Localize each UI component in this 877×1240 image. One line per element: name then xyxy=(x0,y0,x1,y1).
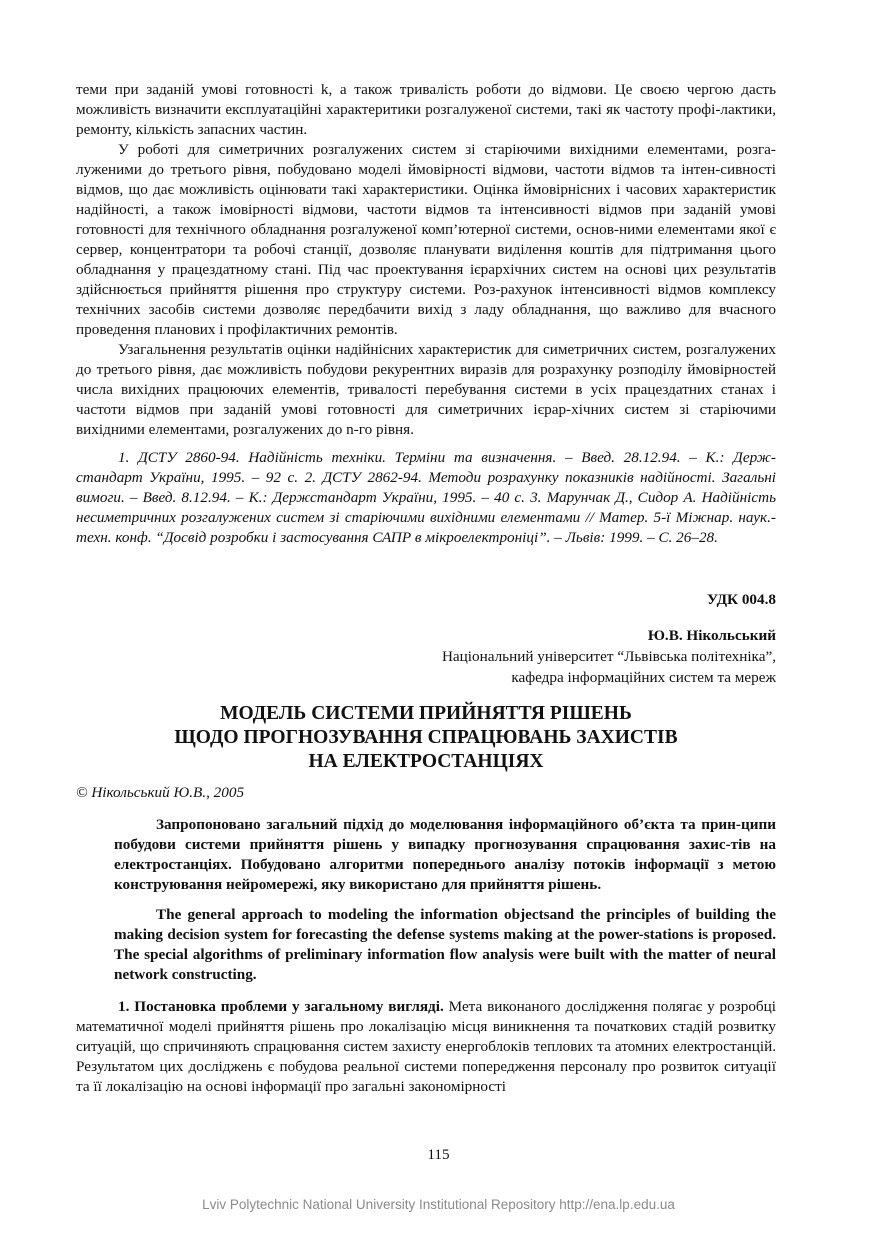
body-paragraph-2: У роботі для симетричних розгалужених систем зі старіючими вихідними елементами, розга-луженими до третього рівня, побудовано моделі ймовірності відмови, частоти відмов та інтен-сивності відмов, що дає можливість оцінювати такі характеристики. Оцінка ймовірнісних і часових характеристик надійності, а також імовірності відмови, частоти відмов та інтенсивності відмов при заданій умові готовності для технічного обладнання розгалуженої комп’ютерної системи, основ-ними елементами якої є сервер, концентратори та робочі станції, дозволяє планувати виділення коштів для підтримання цього обладнання у працездатному стані. Під час проектування ієрархічних систем на основі цих результатів здійснюється прийняття рішення про структуру системи. Роз-рахунок інтенсивності відмов комплексу технічних засобів системи дозволяє передбачити вихід з ладу обладнання, що важливо для вчасного проведення планових і профілактичних ремонтів. xyxy=(76,141,776,338)
references: 1. ДСТУ 2860-94. Надійність техніки. Терміни та визначення. – Введ. 28.12.94. – К.: Держ-стандарт України, 1995. – 92 с. 2. ДСТУ 2862-94. Методи розрахунку показників надійності. Загальні вимоги. – Введ. 8.12.94. – К.: Держстандарт України, 1995. – 40 с. 3. Марунчак Д., Сидор А. Надійність несиметричних розгалужених систем зі старіючими вихідними елементами // Матер. 5-ї Міжнар. наук.-техн. конф. “Досвід розробки і застосування САПР в мікроелектроніці”. – Львів: 1999. – С. 26–28. xyxy=(76,449,776,546)
udk-code: УДК 004.8 xyxy=(706,591,776,608)
section-heading: 1. Постановка проблеми у загальному вигляді. xyxy=(118,998,444,1015)
affiliation-university: Національний університет “Львівська політехніка”, xyxy=(441,648,776,665)
title-line-3: НА ЕЛЕКТРОСТАНЦІЯХ xyxy=(308,751,544,772)
body-paragraph-3: Узагальнення результатів оцінки надійнісних характеристик для симетричних систем, розгалужених до третього рівня, дає можливість побудови рекурентних виразів для розрахунку розподілу ймовірностей числа вихідних працюючих елементів, тривалості перебування системи в усіх працездатних станах і частоти відмов при заданій умові готовності для симетричних ієрар-хічних систем зі старіючими вихідними елементами, розгалужених до n-го рівня. xyxy=(76,341,776,438)
section-1-paragraph xyxy=(76,997,776,1097)
article-title xyxy=(76,702,776,774)
title-line-1: МОДЕЛЬ СИСТЕМИ ПРИЙНЯТТЯ РІШЕНЬ xyxy=(220,703,632,724)
copyright-line: © Нікольський Ю.В., 2005 xyxy=(76,784,245,801)
abstract-ukrainian: Запропоновано загальний підхід до моделювання інформаційного об’єкта та прин-ципи побудови системи прийняття рішень у випадку прогнозування спрацювання захис-тів на електростанціях. Побудовано алгоритми попереднього аналізу потоків інформації з метою конструювання нейромережі, яку використано для прийняття рішень. xyxy=(114,816,776,893)
abstract-english: The general approach to modeling the information objectsand the principles of building the making decision system for forecasting the defense systems making at the power-stations is proposed. The special algorithms of preliminary information flow analysis were built with the matter of neural network constructing. xyxy=(114,906,776,983)
affiliation-department: кафедра інформаційних систем та мереж xyxy=(511,669,776,686)
repository-footer: Lviv Polytechnic National University Institutional Repository http://ena.lp.edu.ua xyxy=(202,1197,675,1212)
body-paragraph-1: теми при заданій умові готовності k, а також тривалість роботи до відмови. Це своєю чергою дасть можливість визначити експлуатаційні характеритики розгалуженої системи, такі як частоту профі-лактики, ремонту, кількість запасних частин. xyxy=(76,81,776,138)
content-column xyxy=(76,80,776,1097)
author-name: Ю.В. Нікольський xyxy=(647,627,776,644)
title-line-2: ЩОДО ПРОГНОЗУВАННЯ СПРАЦЮВАНЬ ЗАХИСТІВ xyxy=(174,727,678,748)
page-number: 115 xyxy=(427,1146,450,1163)
section-text: Мета виконаного дослідження полягає у розробці математичної моделі прийняття рішень про локалізацію місця виникнення та початкових стадій розвитку ситуацій, що спричиняють спрацювання систем захисту енергоблоків теплових та атомних електростанцій. Результатом цих досліджень є побудова реальної системи попередження персоналу про розвиток ситуації та її локалізацію на основі інформації про загальні закономірності xyxy=(76,998,777,1095)
